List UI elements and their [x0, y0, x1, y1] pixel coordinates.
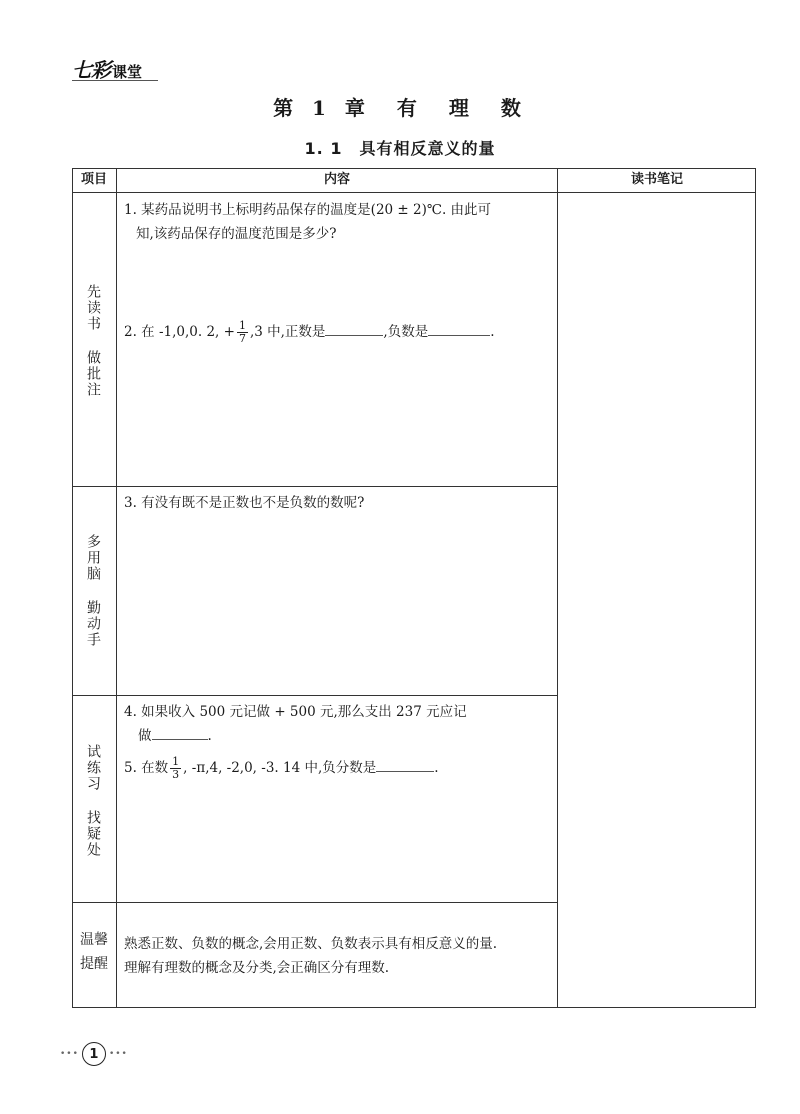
fraction-numerator: 1 — [238, 319, 246, 332]
question-2-end: . — [490, 324, 495, 340]
page-dots-left: ••• — [60, 1049, 79, 1059]
question-2-start: 2. 在 -1,0,0. 2, + — [124, 324, 235, 340]
question-5-middle: , -π,4, -2,0, -3. 14 中,负分数是 — [183, 760, 377, 776]
question-2-middle: ,3 中,正数是 — [249, 324, 326, 340]
answer-blank-positive[interactable] — [325, 321, 383, 336]
fraction-denominator: 3 — [172, 768, 180, 781]
header-content: 内容 — [323, 172, 350, 187]
row-label-read: 先读书 做批注 — [85, 284, 101, 398]
question-4 — [124, 700, 552, 748]
notes-column-border — [557, 168, 756, 1008]
question-2-middle-2: ,负数是 — [383, 324, 429, 340]
brand-script: 七彩 — [72, 58, 110, 82]
row-divider-2 — [72, 695, 558, 696]
question-5 — [124, 756, 552, 781]
question-5-end: . — [434, 760, 439, 776]
question-2 — [124, 320, 552, 345]
page-dots-right: ••• — [108, 1049, 128, 1059]
fraction-denominator: 7 — [238, 332, 246, 345]
question-4-line-1: 4. 如果收入 500 元记做 + 500 元,那么支出 237 元应记 — [124, 704, 467, 720]
section-title: 1. 1 具有相反意义的量 — [304, 139, 496, 158]
question-1 — [124, 198, 552, 246]
row-divider-3 — [72, 902, 558, 903]
brand-logo — [72, 54, 142, 83]
brand-subtitle: 课堂 — [112, 63, 143, 81]
tips-label-text: 温馨 提醒 — [80, 932, 108, 972]
tips-text — [124, 932, 554, 980]
row-label-tips — [74, 928, 114, 976]
chapter-title: 第 1 章 有 理 数 — [273, 96, 527, 120]
tips-line-1: 熟悉正数、负数的概念,会用正数、负数表示具有相反意义的量. — [124, 936, 498, 952]
label-divider — [116, 168, 117, 1008]
content-table-border — [72, 168, 558, 1008]
fraction-numerator: 1 — [172, 755, 180, 768]
question-1-line-2: 知,该药品保存的温度范围是多少? — [136, 226, 337, 242]
row-divider-1 — [72, 486, 558, 487]
study-table — [72, 168, 756, 1008]
question-1-line-1: 1. 某药品说明书上标明药品保存的温度是(20 ± 2)℃. 由此可 — [124, 202, 492, 218]
row-label-practice: 试练习 找疑处 — [85, 744, 101, 858]
header-notes: 读书笔记 — [630, 172, 683, 187]
page-number — [60, 1042, 128, 1066]
answer-blank-negative[interactable] — [428, 321, 490, 336]
page-number-circle: 1 — [82, 1042, 106, 1066]
fraction-one-third — [170, 756, 181, 781]
answer-blank-negative-fraction[interactable] — [376, 757, 434, 772]
question-4-line-2-end: . — [207, 728, 212, 744]
answer-blank-expense[interactable] — [152, 725, 208, 740]
header-item: 项目 — [80, 172, 107, 187]
question-5-start: 5. 在数 — [124, 760, 169, 776]
row-label-think: 多用脑 勤动手 — [85, 534, 101, 648]
fraction-one-seventh — [237, 320, 248, 345]
question-3: 3. 有没有既不是正数也不是负数的数呢? — [124, 495, 365, 511]
question-4-line-2-start: 做 — [138, 728, 152, 744]
header-divider — [72, 192, 756, 193]
tips-line-2: 理解有理数的概念及分类,会正确区分有理数. — [124, 960, 390, 976]
brand-underline — [72, 80, 158, 81]
